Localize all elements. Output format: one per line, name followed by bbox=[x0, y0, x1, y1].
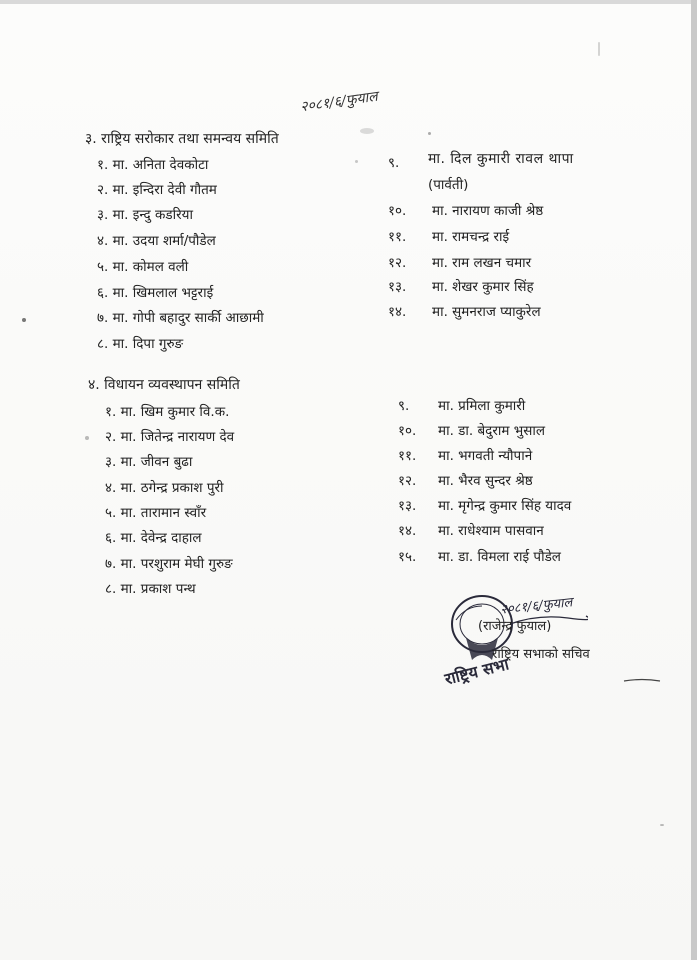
list-item: ३. मा. इन्दु कडरिया bbox=[97, 207, 193, 223]
list-item: ४. मा. ठगेन्द्र प्रकाश पुरी bbox=[105, 480, 224, 496]
list-item: १. मा. अनिता देवकोटा bbox=[97, 157, 209, 173]
scan-speck bbox=[598, 42, 600, 56]
scan-speck bbox=[428, 132, 431, 135]
list-item-name: मा. भैरव सुन्दर श्रेष्ठ bbox=[438, 473, 533, 489]
list-item-name: मा. राधेश्याम पासवान bbox=[438, 523, 544, 539]
list-item-number: ९. bbox=[388, 155, 400, 171]
scan-speck bbox=[85, 436, 89, 440]
list-item: ६. मा. खिमलाल भट्टराई bbox=[97, 285, 214, 301]
signatory-name: (राजेन्द्र फुयाल) bbox=[478, 619, 552, 634]
list-item-number: ९. bbox=[398, 398, 410, 414]
signature-handwriting: २०८१/६/फुयाल bbox=[499, 595, 574, 618]
signatory-designation: राष्ट्रिय सभाको सचिव bbox=[492, 647, 590, 662]
list-item-name: मा. राम लखन चमार bbox=[432, 255, 532, 271]
list-item-name: मा. नारायण काजी श्रेष्ठ bbox=[432, 203, 544, 219]
list-item-number: १४. bbox=[388, 304, 407, 320]
committee3-title: ३. राष्ट्रिय सरोकार तथा समन्वय समिति bbox=[85, 131, 279, 147]
list-item-number: १४. bbox=[398, 523, 417, 539]
list-item-name: मा. सुमनराज प्याकुरेल bbox=[432, 304, 541, 320]
list-item-number: १३. bbox=[388, 279, 407, 295]
list-item: ८. मा. दिपा गुरुङ bbox=[97, 336, 184, 352]
list-item: ३. मा. जीवन बुढा bbox=[105, 454, 193, 470]
scan-speck bbox=[660, 824, 664, 826]
list-item-name: मा. प्रमिला कुमारी bbox=[438, 398, 526, 414]
scan-top-edge bbox=[0, 0, 697, 4]
list-item-name: मा. डा. बेदुराम भुसाल bbox=[438, 423, 545, 439]
scan-speck bbox=[360, 128, 374, 134]
list-item-name: (पार्वती) bbox=[428, 177, 469, 193]
list-item: ८. मा. प्रकाश पन्थ bbox=[105, 581, 196, 597]
list-item-number: ११. bbox=[388, 229, 407, 245]
scan-speck bbox=[22, 318, 26, 322]
list-item-number: १२. bbox=[398, 473, 417, 489]
list-item-number: १२. bbox=[388, 255, 407, 271]
list-item-name: मा. मृगेन्द्र कुमार सिंह यादव bbox=[438, 498, 572, 514]
stamp-text: राष्ट्रिय सभा bbox=[442, 654, 511, 689]
header-handwriting: २०८१/६/फुयाल bbox=[299, 88, 379, 116]
list-item: ७. मा. परशुराम मेघी गुरुङ bbox=[105, 556, 233, 572]
list-item: ५. मा. कोमल वली bbox=[97, 259, 189, 275]
list-item: ५. मा. तारामान स्वाँर bbox=[105, 505, 207, 521]
list-item: ४. मा. उदया शर्मा/पौडेल bbox=[97, 233, 216, 249]
list-item: २. मा. जितेन्द्र नारायण देव bbox=[105, 429, 235, 445]
list-item-number: १०. bbox=[388, 203, 407, 219]
list-item: ६. मा. देवेन्द्र दाहाल bbox=[105, 530, 202, 546]
list-item-name: मा. भगवती न्यौपाने bbox=[438, 448, 533, 464]
committee4-title: ४. विधायन व्यवस्थापन समिति bbox=[88, 377, 240, 393]
pen-dash-mark bbox=[622, 676, 662, 686]
scan-right-edge bbox=[691, 0, 697, 960]
list-item-number: ११. bbox=[398, 448, 417, 464]
scan-speck bbox=[355, 160, 358, 163]
list-item-name: मा. डा. विमला राई पौडेल bbox=[438, 549, 561, 565]
list-item: १. मा. खिम कुमार वि.क. bbox=[105, 404, 230, 420]
list-item-name: मा. शेखर कुमार सिंह bbox=[432, 279, 534, 295]
list-item-number: १३. bbox=[398, 498, 417, 514]
list-item-name: मा. दिल कुमारी रावल थापा bbox=[428, 151, 574, 167]
list-item: २. मा. इन्दिरा देवी गौतम bbox=[97, 182, 217, 198]
list-item-number: १०. bbox=[398, 423, 417, 439]
list-item-name: मा. रामचन्द्र राई bbox=[432, 229, 510, 245]
list-item-number: १५. bbox=[398, 549, 417, 565]
list-item: ७. मा. गोपी बहादुर सार्की आछामी bbox=[97, 310, 264, 326]
